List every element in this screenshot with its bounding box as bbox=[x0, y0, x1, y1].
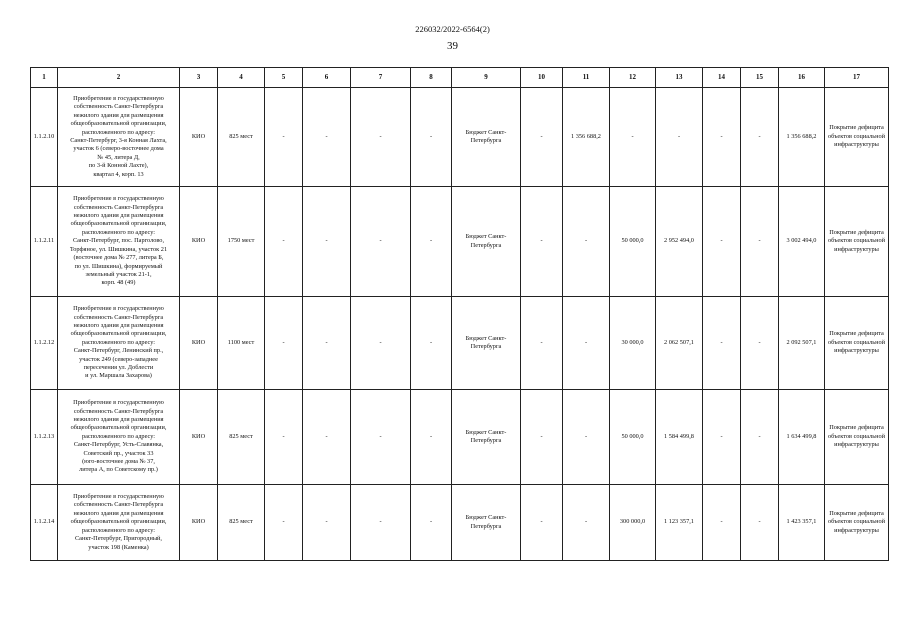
table-row bbox=[31, 187, 889, 297]
table-row bbox=[31, 390, 889, 485]
column-header: 15 bbox=[741, 68, 779, 88]
description-line: Приобретение в государственную bbox=[73, 195, 164, 203]
column-header: 8 bbox=[411, 68, 452, 88]
row-number: 1.1.2.10 bbox=[31, 88, 58, 187]
cell-col-11: - bbox=[563, 390, 610, 485]
cell-col-6: - bbox=[303, 297, 351, 390]
column-header: 10 bbox=[521, 68, 563, 88]
description-line: квартал 4, корп. 13 bbox=[93, 170, 144, 178]
cell-col-7: - bbox=[351, 485, 411, 561]
row-number: 1.1.2.11 bbox=[31, 187, 58, 297]
column-header: 14 bbox=[703, 68, 741, 88]
column-header: 11 bbox=[563, 68, 610, 88]
description-line: общеобразовательной организации, bbox=[70, 120, 167, 128]
cell-col-13: 2 062 507,1 bbox=[656, 297, 703, 390]
description-line: нежилого здания для размещения bbox=[73, 415, 164, 423]
description-line: собственность Санкт-Петербурга bbox=[73, 313, 164, 321]
cell-col-7: - bbox=[351, 88, 411, 187]
cell-capacity: 1100 мест bbox=[218, 297, 265, 390]
column-header: 1 bbox=[31, 68, 58, 88]
column-header: 6 bbox=[303, 68, 351, 88]
column-header: 4 bbox=[218, 68, 265, 88]
cell-col-15: - bbox=[741, 187, 779, 297]
description-line: нежилого здания для размещения bbox=[73, 212, 164, 220]
description-line: Санкт-Петербург, пос. Парголово, bbox=[72, 237, 165, 245]
cell-col-16-total: 1 423 357,1 bbox=[779, 485, 825, 561]
description-line: Санкт-Петербург, Ленинский пр., bbox=[73, 347, 164, 355]
cell-funding-source: Бюджет Санкт-Петербурга bbox=[452, 297, 521, 390]
cell-col-16-total: 3 002 494,0 bbox=[779, 187, 825, 297]
cell-col-13: 1 584 499,8 bbox=[656, 390, 703, 485]
cell-funding-source: Бюджет Санкт-Петербурга bbox=[452, 390, 521, 485]
description-line: участок 249 (северо-западнее bbox=[79, 355, 158, 363]
description-line: нежилого здания для размещения bbox=[73, 111, 164, 119]
page-number: 39 bbox=[447, 40, 458, 52]
cell-col-14: - bbox=[703, 297, 741, 390]
cell-capacity: 825 мест bbox=[218, 88, 265, 187]
table-row bbox=[31, 485, 889, 561]
description-line: общеобразовательной организации, bbox=[70, 220, 167, 228]
description-line: корп. 48 (49) bbox=[101, 279, 136, 287]
description-line: Приобретение в государственную bbox=[73, 305, 164, 313]
description-line: собственность Санкт-Петербурга bbox=[73, 103, 164, 111]
cell-col-6: - bbox=[303, 187, 351, 297]
cell-col-10: - bbox=[521, 297, 563, 390]
description-line: Приобретение в государственную bbox=[73, 493, 164, 501]
program-table bbox=[30, 67, 889, 561]
cell-executor: КИО bbox=[180, 485, 218, 561]
description-line: общеобразовательной организации, bbox=[70, 518, 167, 526]
cell-col-16-total: 2 092 507,1 bbox=[779, 297, 825, 390]
cell-purpose: Покрытие дефицита объектов социальной инфраструктуры bbox=[825, 88, 889, 187]
table-row bbox=[31, 297, 889, 390]
cell-col-12: 50 000,0 bbox=[610, 187, 656, 297]
row-number: 1.1.2.14 bbox=[31, 485, 58, 561]
header-row bbox=[31, 68, 889, 88]
cell-purpose: Покрытие дефицита объектов социальной инфраструктуры bbox=[825, 390, 889, 485]
description-line: (восточнее дома № 277, литера Б, bbox=[73, 254, 164, 262]
cell-col-16-total: 1 356 688,2 bbox=[779, 88, 825, 187]
cell-col-16-total: 1 634 499,8 bbox=[779, 390, 825, 485]
cell-col-6: - bbox=[303, 390, 351, 485]
row-number: 1.1.2.13 bbox=[31, 390, 58, 485]
cell-col-14: - bbox=[703, 485, 741, 561]
cell-executor: КИО bbox=[180, 88, 218, 187]
cell-col-13: 1 123 357,1 bbox=[656, 485, 703, 561]
cell-col-10: - bbox=[521, 485, 563, 561]
cell-col-8: - bbox=[411, 88, 452, 187]
description-line: расположенного по адресу: bbox=[81, 338, 156, 346]
cell-col-15: - bbox=[741, 88, 779, 187]
cell-executor: КИО bbox=[180, 187, 218, 297]
table-row bbox=[31, 88, 889, 187]
description-line: и ул. Маршала Захарова) bbox=[85, 372, 152, 380]
cell-col-13: 2 952 494,0 bbox=[656, 187, 703, 297]
cell-col-8: - bbox=[411, 390, 452, 485]
cell-funding-source: Бюджет Санкт-Петербурга bbox=[452, 187, 521, 297]
object-description bbox=[58, 390, 180, 485]
cell-col-8: - bbox=[411, 485, 452, 561]
cell-col-5: - bbox=[265, 297, 303, 390]
cell-col-7: - bbox=[351, 297, 411, 390]
cell-col-12: 50 000,0 bbox=[610, 390, 656, 485]
cell-col-13: - bbox=[656, 88, 703, 187]
row-number: 1.1.2.12 bbox=[31, 297, 58, 390]
description-line: Санкт-Петербург, 3-я Конная Лахта, bbox=[70, 137, 167, 144]
cell-col-5: - bbox=[265, 88, 303, 187]
description-line: Санкт-Петербург, Усть-Славянка, bbox=[73, 441, 164, 449]
description-line: Санкт-Петербург, Пригородный, bbox=[74, 535, 162, 543]
cell-col-5: - bbox=[265, 187, 303, 297]
object-description bbox=[58, 187, 180, 297]
document-id: 226032/2022-6564(2) bbox=[415, 24, 490, 34]
cell-col-12: 30 000,0 bbox=[610, 297, 656, 390]
description-line: участок 198 (Каменка) bbox=[88, 543, 149, 551]
cell-col-11: - bbox=[563, 297, 610, 390]
cell-executor: КИО bbox=[180, 297, 218, 390]
cell-col-6: - bbox=[303, 485, 351, 561]
object-description bbox=[58, 485, 180, 561]
description-line: по ул. Шишкина), формируемый bbox=[74, 262, 163, 270]
cell-col-10: - bbox=[521, 390, 563, 485]
cell-col-11: - bbox=[563, 485, 610, 561]
cell-capacity: 825 мест bbox=[218, 485, 265, 561]
cell-col-7: - bbox=[351, 390, 411, 485]
cell-col-12: 300 000,0 bbox=[610, 485, 656, 561]
description-line: литера А, по Советскому пр.) bbox=[79, 466, 158, 474]
cell-col-8: - bbox=[411, 187, 452, 297]
description-line: Советский пр., участок 33 bbox=[83, 449, 154, 457]
description-line: Приобретение в государственную bbox=[73, 399, 164, 407]
cell-purpose: Покрытие дефицита объектов социальной инфраструктуры bbox=[825, 297, 889, 390]
cell-capacity: 1750 мест bbox=[218, 187, 265, 297]
cell-col-15: - bbox=[741, 297, 779, 390]
object-description bbox=[58, 297, 180, 390]
description-line: собственность Санкт-Петербурга bbox=[73, 407, 164, 415]
description-line: общеобразовательной организации, bbox=[70, 330, 167, 338]
cell-purpose: Покрытие дефицита объектов социальной инфраструктуры bbox=[825, 485, 889, 561]
cell-col-7: - bbox=[351, 187, 411, 297]
cell-col-11: 1 356 688,2 bbox=[563, 88, 610, 187]
description-line: участок 6 (северо-восточнее дома bbox=[73, 145, 164, 153]
description-line: нежилого здания для размещения bbox=[73, 509, 164, 517]
column-header: 5 bbox=[265, 68, 303, 88]
column-header: 12 bbox=[610, 68, 656, 88]
cell-funding-source: Бюджет Санкт-Петербурга bbox=[452, 485, 521, 561]
cell-col-15: - bbox=[741, 485, 779, 561]
column-header: 3 bbox=[180, 68, 218, 88]
cell-col-10: - bbox=[521, 88, 563, 187]
description-line: расположенного по адресу: bbox=[81, 526, 156, 534]
column-header: 16 bbox=[779, 68, 825, 88]
description-line: № 45, литера Д, bbox=[97, 153, 140, 161]
cell-col-14: - bbox=[703, 390, 741, 485]
description-line: Торфяное, ул. Шишкина, участок 21 bbox=[69, 245, 168, 253]
description-line: земельный участок 21-1, bbox=[85, 270, 152, 278]
cell-col-6: - bbox=[303, 88, 351, 187]
cell-purpose: Покрытие дефицита объектов социальной инфраструктуры bbox=[825, 187, 889, 297]
cell-col-10: - bbox=[521, 187, 563, 297]
column-header: 2 bbox=[58, 68, 180, 88]
cell-col-15: - bbox=[741, 390, 779, 485]
description-line: пересечения ул. Доблести bbox=[83, 364, 154, 372]
description-line: расположенного по адресу: bbox=[81, 128, 156, 136]
column-header: 9 bbox=[452, 68, 521, 88]
description-line: Приобретение в государственную bbox=[73, 94, 164, 102]
description-line: расположенного по адресу: bbox=[81, 228, 156, 236]
description-line: нежилого здания для размещения bbox=[73, 321, 164, 329]
cell-capacity: 825 мест bbox=[218, 390, 265, 485]
cell-col-8: - bbox=[411, 297, 452, 390]
column-header: 7 bbox=[351, 68, 411, 88]
cell-executor: КИО bbox=[180, 390, 218, 485]
cell-funding-source: Бюджет Санкт-Петербурга bbox=[452, 88, 521, 187]
cell-col-14: - bbox=[703, 187, 741, 297]
column-header: 17 bbox=[825, 68, 889, 88]
description-line: общеобразовательной организации, bbox=[70, 424, 167, 432]
description-line: собственность Санкт-Петербурга bbox=[73, 203, 164, 211]
cell-col-14: - bbox=[703, 88, 741, 187]
description-line: по 3-й Конной Лахте), bbox=[88, 162, 149, 170]
description-line: (юго-восточнее дома № 37, bbox=[82, 458, 155, 466]
cell-col-12: - bbox=[610, 88, 656, 187]
description-line: расположенного по адресу: bbox=[81, 432, 156, 440]
description-line: собственность Санкт-Петербурга bbox=[73, 501, 164, 509]
cell-col-5: - bbox=[265, 485, 303, 561]
cell-col-5: - bbox=[265, 390, 303, 485]
object-description bbox=[58, 88, 180, 187]
cell-col-11: - bbox=[563, 187, 610, 297]
column-header: 13 bbox=[656, 68, 703, 88]
